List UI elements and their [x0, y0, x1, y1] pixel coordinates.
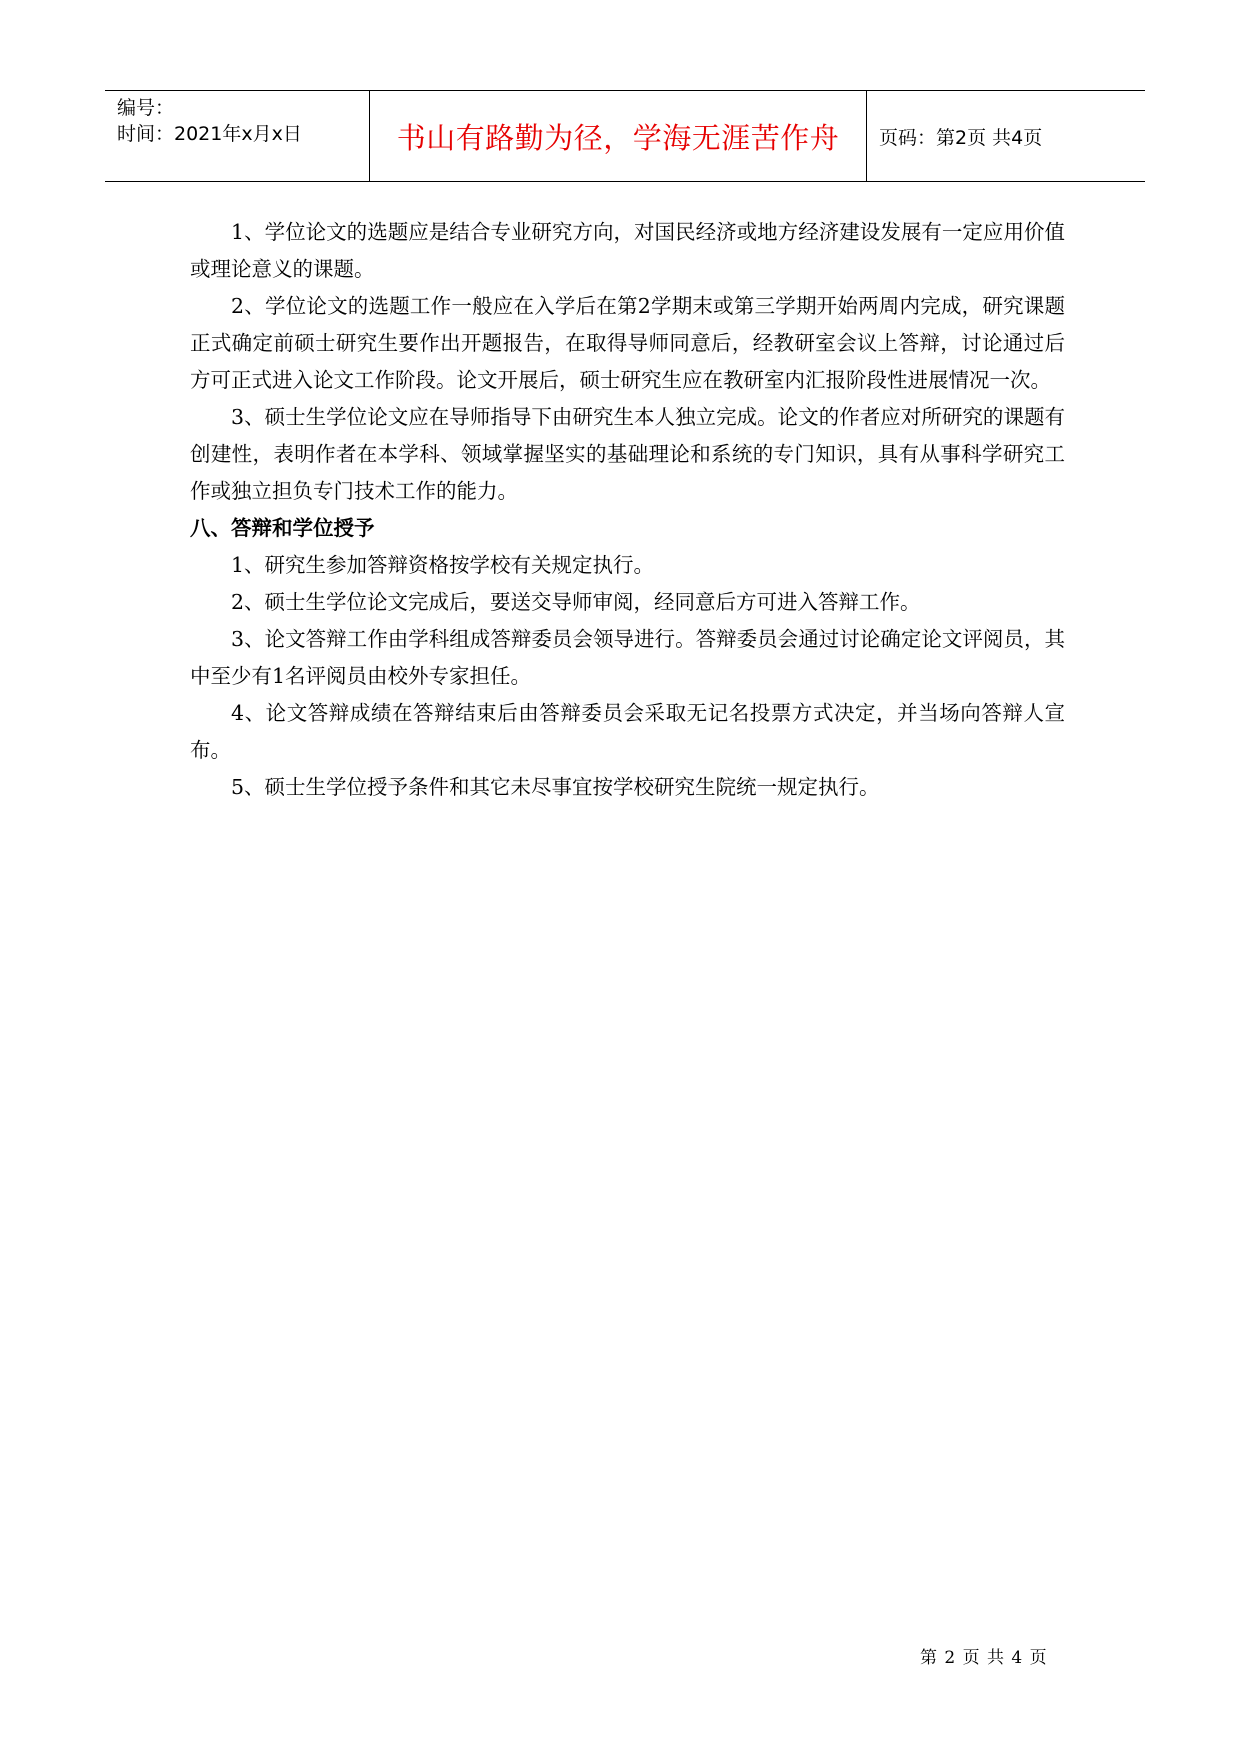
header-meta [105, 91, 370, 181]
document-number-label: 编号： [117, 97, 175, 119]
list-item-2: 2、硕士生学位论文完成后，要送交导师审阅，经同意后方可进入答辩工作。 [231, 590, 921, 614]
header-page-code: 页码：第2页 共4页 [879, 126, 1043, 149]
list-item-5: 5、硕士生学位授予条件和其它未尽事宜按学校研究生院统一规定执行。 [231, 775, 880, 799]
page-header [105, 90, 1145, 182]
document-body [190, 214, 1065, 806]
document-date: 时间：2021年x月x日 [117, 123, 302, 145]
paragraph-2: 2、学位论文的选题工作一般应在入学后在第2学期末或第三学期开始两周内完成，研究课题正式确定前硕士研究生要作出开题报告，在取得导师同意后，经教研室会议上答辩，讨论通过后方可正式进入论文工作阶段。论文开展后，硕士研究生应在教研室内汇报阶段性进展情况一次。 [190, 294, 1065, 392]
section-heading: 八、答辩和学位授予 [190, 516, 375, 540]
paragraph-1: 1、学位论文的选题应是结合专业研究方向，对国民经济或地方经济建设发展有一定应用价值或理论意义的课题。 [190, 220, 1065, 281]
list-item-4: 4、论文答辩成绩在答辩结束后由答辩委员会采取无记名投票方式决定，并当场向答辩人宣布。 [190, 701, 1065, 762]
header-motto: 书山有路勤为径，学海无涯苦作舟 [370, 91, 867, 181]
list-item-3: 3、论文答辩工作由学科组成答辩委员会领导进行。答辩委员会通过讨论确定论文评阅员，其中至少有1名评阅员由校外专家担任。 [190, 627, 1065, 688]
page-footer: 第 2 页 共 4 页 [920, 1648, 1048, 1668]
list-item-1: 1、研究生参加答辩资格按学校有关规定执行。 [231, 553, 655, 577]
paragraph-3: 3、硕士生学位论文应在导师指导下由研究生本人独立完成。论文的作者应对所研究的课题有创建性，表明作者在本学科、领域掌握坚实的基础理论和系统的专门知识，具有从事科学研究工作或独立担负专门技术工作的能力。 [190, 405, 1065, 503]
